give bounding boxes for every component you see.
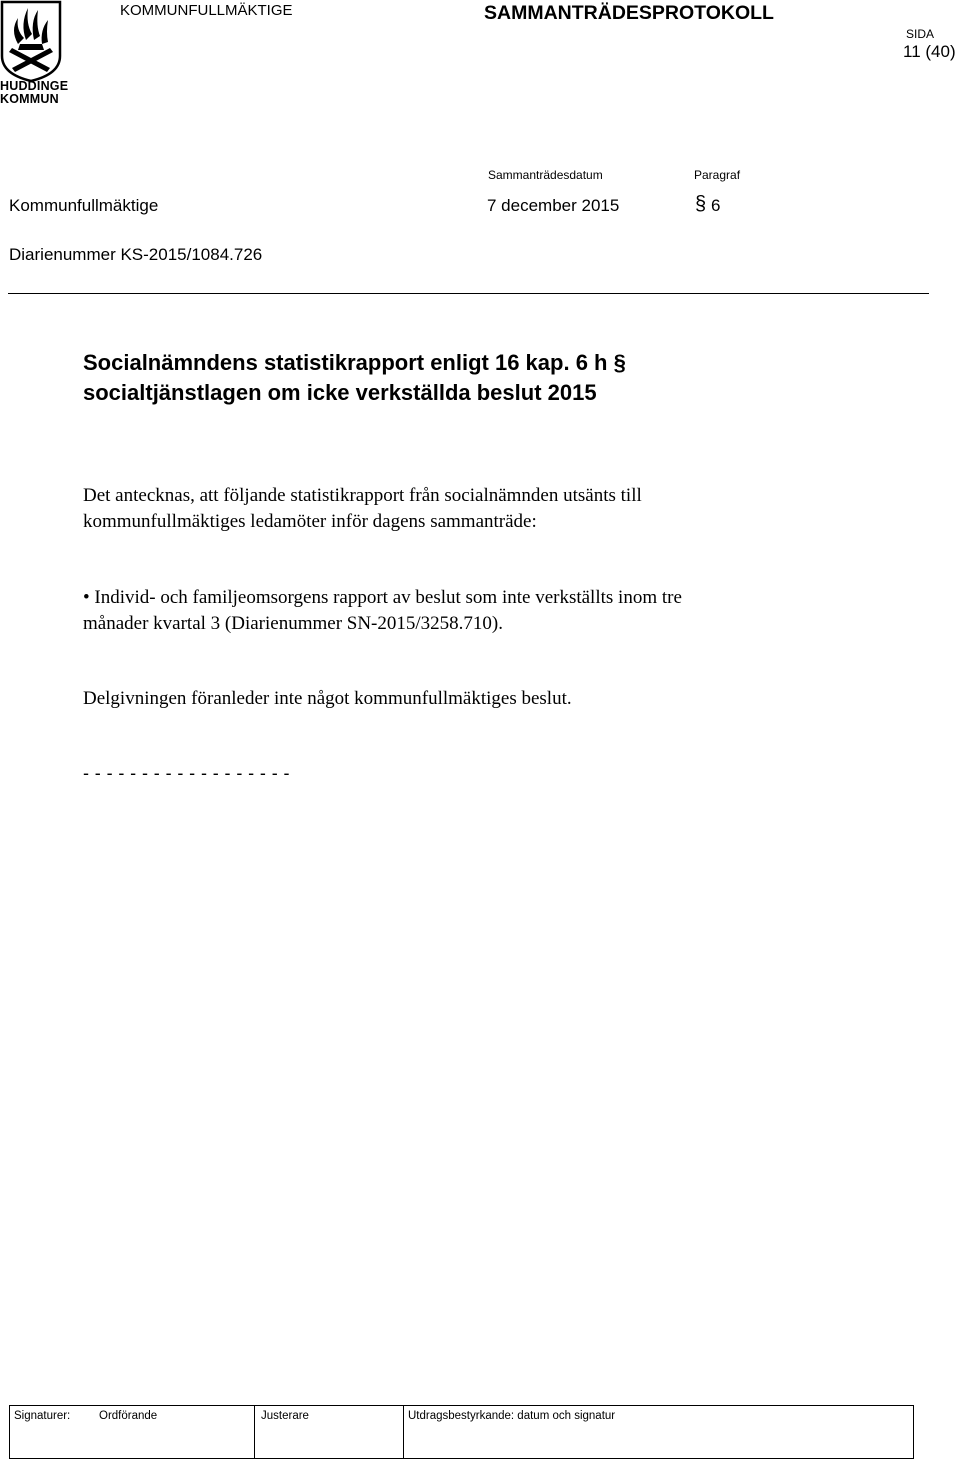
page-label: SIDA: [906, 27, 935, 41]
case-number: Diarienummer KS-2015/1084.726: [9, 245, 263, 264]
title-line-2: socialtjänstlagen om icke verkställda beslut 2015: [83, 380, 597, 405]
notice-paragraph: [83, 483, 642, 535]
paragraph-number: 6: [711, 196, 721, 215]
body-name: Kommunfullmäktige: [9, 196, 159, 215]
signature-divider: [254, 1406, 255, 1458]
signature-divider: [403, 1406, 404, 1458]
page-number: 11 (40): [903, 42, 956, 61]
bullet-icon: •: [83, 587, 90, 608]
paragraph-label: Paragraf: [694, 168, 741, 182]
organization-name: KOMMUNFULLMÄKTIGE: [120, 2, 293, 19]
certifier-label: Utdragsbestyrkande: datum och signatur: [408, 1410, 616, 1422]
paragraph-symbol: §: [695, 193, 707, 215]
municipality-logo: [0, 0, 69, 106]
chair-label: Ordförande: [99, 1410, 158, 1422]
list-item-line-2: månader kvartal 3 (Diarienummer SN-2015/3258.710).: [83, 613, 503, 634]
conclusion-paragraph: Delgivningen föranleder inte något kommunfullmäktiges beslut.: [83, 688, 572, 709]
notice-line-2: kommunfullmäktiges ledamöter inför dagens sammanträde:: [83, 511, 537, 532]
meeting-date: 7 december 2015: [487, 196, 620, 215]
document-type: SAMMANTRÄDESPROTOKOLL: [484, 2, 774, 24]
logo-text-kommun: KOMMUN: [0, 92, 59, 106]
header-divider: [8, 293, 929, 294]
list-item-line-1: Individ- och familjeomsorgens rapport av beslut som inte verkställts inom tre: [94, 587, 682, 608]
signature-box: [9, 1405, 914, 1459]
meeting-date-label: Sammanträdesdatum: [488, 168, 603, 182]
coat-of-arms-icon: [0, 0, 62, 82]
section-separator: - - - - - - - - - - - - - - - - - -: [83, 763, 290, 783]
notice-line-1: Det antecknas, att följande statistikrapport från socialnämnden utsänts till: [83, 485, 642, 506]
logo-text-huddinge: HUDDINGE: [0, 79, 69, 93]
checker-label: Justerare: [261, 1410, 309, 1422]
signatures-label: Signaturer:: [14, 1410, 71, 1422]
title-line-1: Socialnämndens statistikrapport enligt 16 kap. 6 h §: [83, 350, 626, 375]
section-title: [83, 348, 626, 408]
list-item: [83, 585, 682, 637]
